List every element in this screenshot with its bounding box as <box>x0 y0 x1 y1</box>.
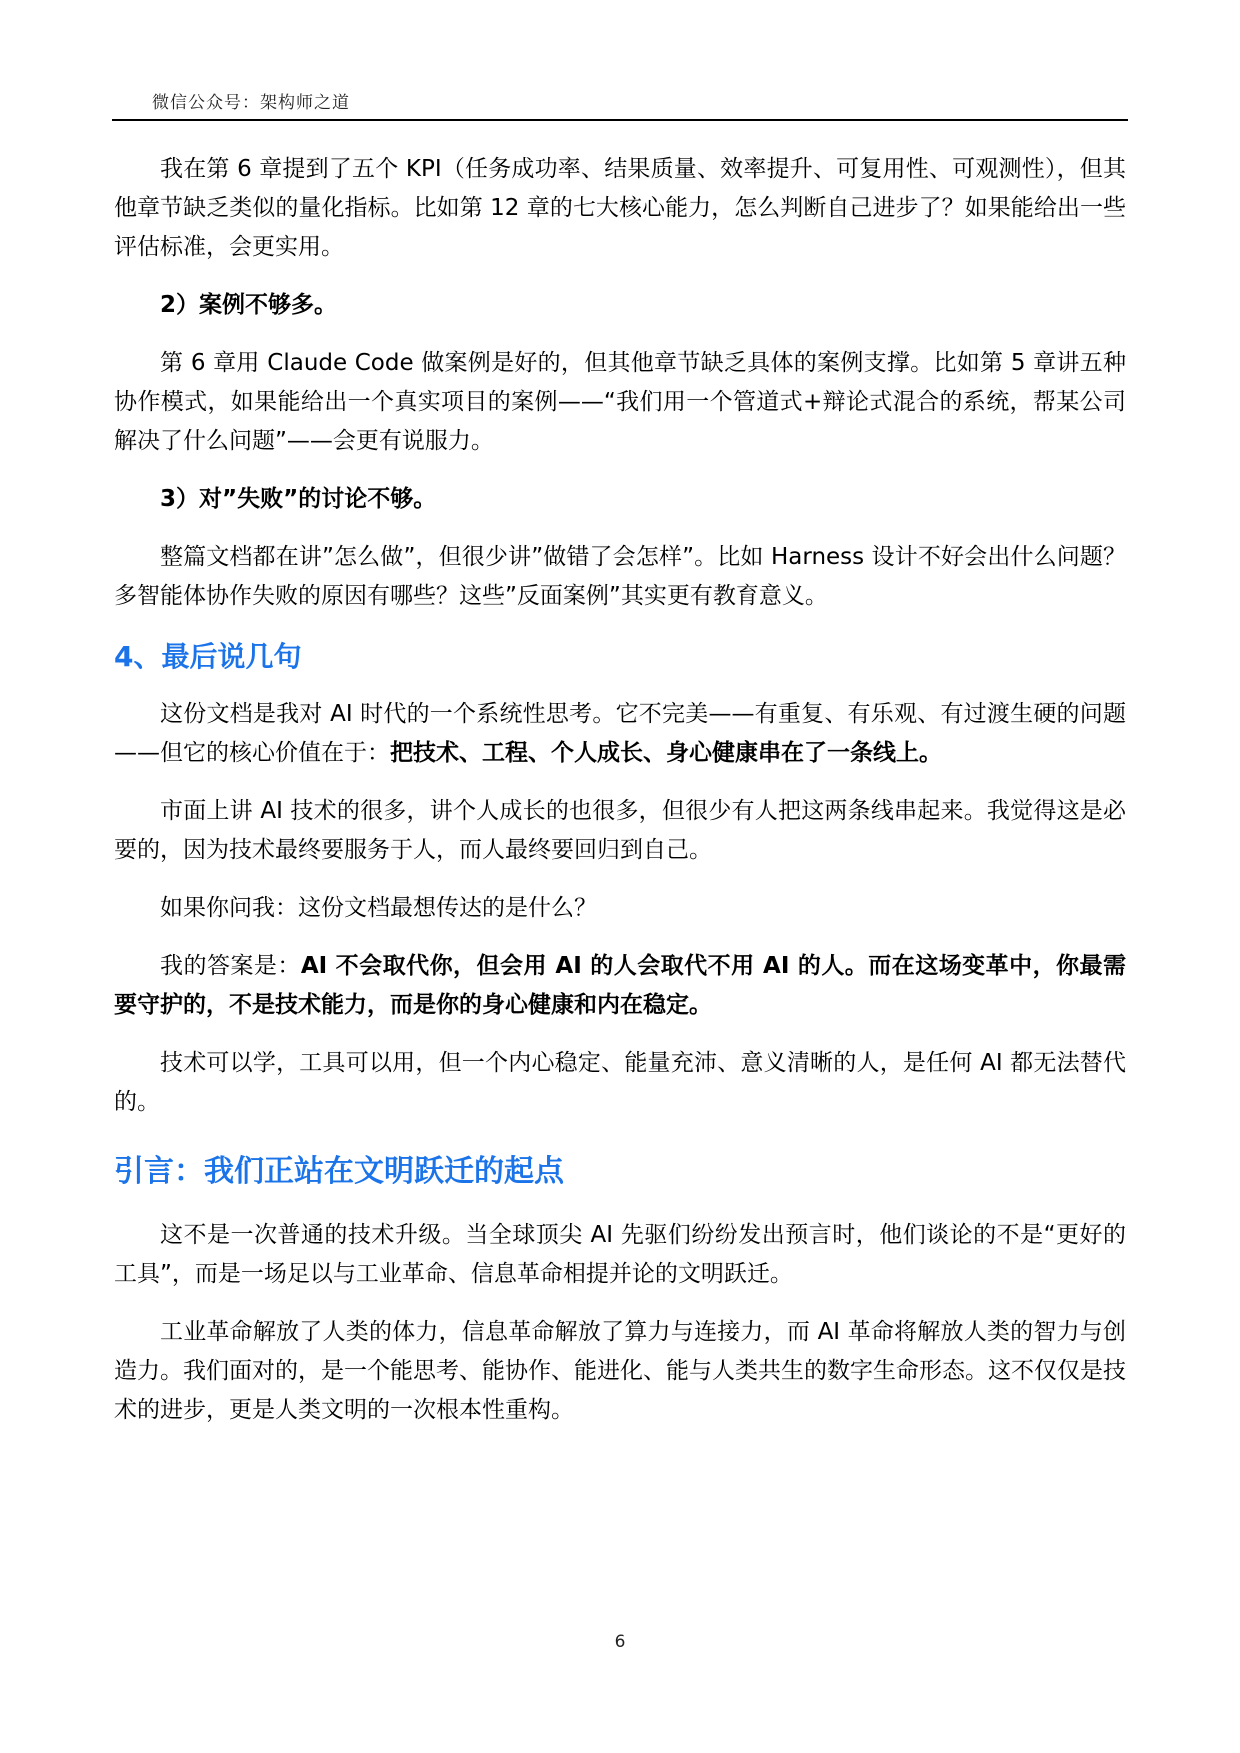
subheading-cases: 2）案例不够多。 <box>160 292 338 318</box>
header-divider <box>112 119 1128 121</box>
paragraph-intro-1: 这不是一次普通的技术升级。当全球顶尖 AI 先驱们纷纷发出预言时，他们谈论的不是“更好的工具”，而是一场足以与工业革命、信息革命相提并论的文明跃迁。 <box>114 1222 1126 1287</box>
paragraph-failure: 整篇文档都在讲”怎么做”，但很少讲”做错了会怎样”。比如 Harness 设计不好会出什么问题？多智能体协作失败的原因有哪些？这些”反面案例”其实更有教育意义。 <box>114 544 1126 609</box>
page-header: 微信公众号：架构师之道 <box>152 93 350 113</box>
subheading-failure: 3）对”失败”的讨论不够。 <box>160 486 437 512</box>
paragraph-intro-2: 工业革命解放了人类的体力，信息革命解放了算力与连接力，而 AI 革命将解放人类的智力与创造力。我们面对的，是一个能思考、能协作、能进化、能与人类共生的数字生命形态。这不仅仅是技术的进步，更是人类文明的一次根本性重构。 <box>114 1319 1126 1423</box>
paragraph-kpi: 我在第 6 章提到了五个 KPI（任务成功率、结果质量、效率提升、可复用性、可观测性），但其他章节缺乏类似的量化指标。比如第 12 章的七大核心能力，怎么判断自己进步了？如果能给出一些评估标准，会更实用。 <box>114 156 1126 260</box>
page-number: 6 <box>614 1632 626 1652</box>
document-body <box>114 150 1126 1430</box>
answer-emphasis: AI 不会取代你，但会用 AI 的人会取代不用 AI 的人。而在这场变革中，你最需要守护的，不是技术能力，而是你的身心健康和内在稳定。 <box>114 953 1126 1018</box>
paragraph-market: 市面上讲 AI 技术的很多，讲个人成长的也很多，但很少有人把这两条线串起来。我觉得这是必要的，因为技术最终要服务于人，而人最终要回归到自己。 <box>114 798 1126 863</box>
paragraph-core-value <box>114 695 1126 773</box>
core-value-emphasis: 把技术、工程、个人成长、身心健康串在了一条线上。 <box>390 740 942 766</box>
paragraph-cases: 第 6 章用 Claude Code 做案例是好的，但其他章节缺乏具体的案例支撑。比如第 5 章讲五种协作模式，如果能给出一个真实项目的案例——“我们用一个管道式+辩论式混合的系统，帮某公司解决了什么问题”——会更有说服力。 <box>114 350 1126 454</box>
paragraph-answer <box>114 947 1126 1025</box>
answer-intro: 我的答案是： <box>160 953 301 979</box>
section-heading-introduction: 引言：我们正站在文明跃迁的起点 <box>114 1154 564 1189</box>
paragraph-question: 如果你问我：这份文档最想传达的是什么？ <box>160 895 597 921</box>
section-heading-final-words: 4、最后说几句 <box>114 640 302 673</box>
paragraph-closing: 技术可以学，工具可以用，但一个内心稳定、能量充沛、意义清晰的人，是任何 AI 都无法替代的。 <box>114 1050 1126 1115</box>
core-value-text: 这份文档是我对 AI 时代的一个系统性思考。它不完美——有重复、有乐观、有过渡生硬的问题——但它的核心价值在于： <box>114 701 1126 766</box>
